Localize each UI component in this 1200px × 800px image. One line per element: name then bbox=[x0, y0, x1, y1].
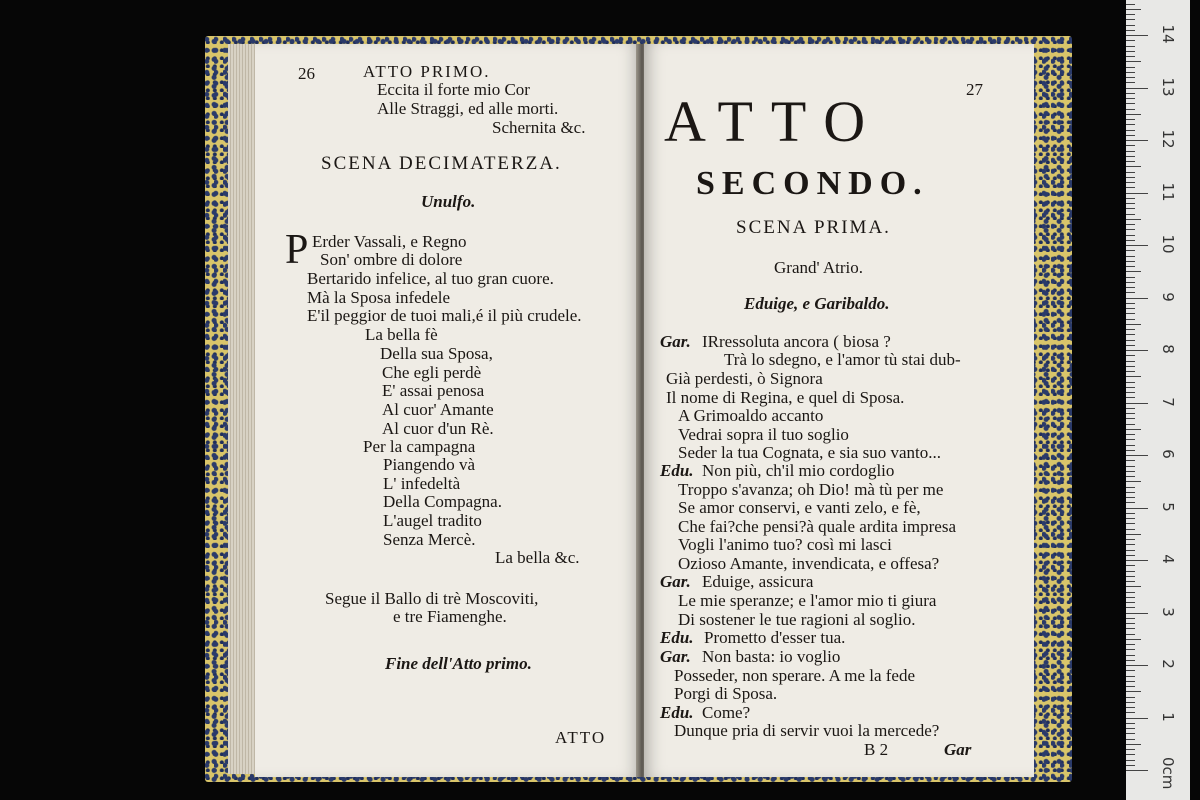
ruler-tick bbox=[1126, 697, 1135, 698]
ruler-tick bbox=[1126, 277, 1135, 278]
ruler-tick bbox=[1126, 702, 1135, 703]
stage-direction: e tre Fiamenghe. bbox=[393, 607, 507, 626]
dialogue-line: Seder la tua Cognata, e sia suo vanto... bbox=[678, 443, 941, 462]
ruler-tick bbox=[1126, 98, 1135, 99]
ruler-tick bbox=[1126, 429, 1141, 430]
ruler-tick bbox=[1126, 88, 1148, 89]
ruler-tick bbox=[1126, 245, 1148, 246]
setting: Grand' Atrio. bbox=[774, 258, 863, 277]
ruler-tick bbox=[1126, 72, 1135, 73]
ruler-tick bbox=[1126, 508, 1148, 509]
ruler-tick bbox=[1126, 219, 1141, 220]
ruler-tick bbox=[1126, 686, 1135, 687]
ruler-tick bbox=[1126, 61, 1141, 62]
ruler-tick bbox=[1126, 739, 1135, 740]
dialogue-line: Che fai?che pensi?à quale ardita impresa bbox=[678, 517, 957, 536]
speaker: Gar. bbox=[660, 647, 691, 666]
ruler-tick bbox=[1126, 361, 1135, 362]
ruler-tick bbox=[1126, 560, 1148, 561]
ruler-tick bbox=[1126, 261, 1135, 262]
ruler-tick bbox=[1126, 214, 1135, 215]
speaker: Gar. bbox=[660, 572, 691, 591]
ruler-label: 8 bbox=[1159, 344, 1177, 354]
ruler-tick bbox=[1126, 371, 1135, 372]
aria-line: Senza Mercè. bbox=[383, 530, 476, 549]
ruler-tick bbox=[1126, 303, 1135, 304]
ruler-tick bbox=[1126, 634, 1135, 635]
ruler-tick bbox=[1126, 224, 1135, 225]
ruler-tick bbox=[1126, 397, 1135, 398]
ruler-tick bbox=[1126, 114, 1141, 115]
ruler-tick bbox=[1126, 292, 1135, 293]
ruler-tick bbox=[1126, 46, 1135, 47]
dialogue-line: Di sostener le tue ragioni al soglio. bbox=[678, 610, 916, 629]
ruler-tick bbox=[1126, 109, 1135, 110]
dialogue-line: Dunque pria di servir vuoi la mercede? bbox=[674, 721, 940, 740]
ruler-tick bbox=[1126, 733, 1135, 734]
ruler-tick bbox=[1126, 460, 1135, 461]
ruler-tick bbox=[1126, 450, 1135, 451]
ruler-tick bbox=[1126, 571, 1135, 572]
ruler-tick bbox=[1126, 418, 1135, 419]
verse-line: Mà la Sposa infedele bbox=[307, 288, 451, 307]
ruler-tick bbox=[1126, 25, 1135, 26]
characters: Eduige, e Garibaldo. bbox=[744, 294, 890, 313]
verse-line: Schernita &c. bbox=[492, 118, 586, 137]
aria-line: Al cuor d'un Rè. bbox=[382, 419, 494, 438]
ruler-tick bbox=[1126, 660, 1135, 661]
ruler-label: 5 bbox=[1159, 501, 1177, 512]
aria-line: L' infedeltà bbox=[383, 474, 461, 493]
speaker: Edu. bbox=[660, 703, 694, 722]
verse-line: Alle Straggi, ed alle morti. bbox=[377, 99, 559, 118]
aria-line: Piangendo và bbox=[383, 455, 476, 474]
ruler-tick bbox=[1126, 602, 1135, 603]
ruler-label: 1 bbox=[1159, 711, 1177, 722]
ruler-tick bbox=[1126, 203, 1135, 204]
ruler-tick bbox=[1126, 649, 1135, 650]
ruler-tick bbox=[1126, 455, 1148, 456]
ruler-tick bbox=[1126, 193, 1148, 194]
ruler-tick bbox=[1126, 676, 1135, 677]
ruler-tick bbox=[1126, 40, 1135, 41]
ruler-tick bbox=[1126, 387, 1135, 388]
ruler-tick bbox=[1126, 329, 1135, 330]
ruler-label: 13 bbox=[1159, 76, 1177, 97]
ruler-tick bbox=[1126, 613, 1148, 614]
ruler-label: 11 bbox=[1159, 181, 1177, 202]
ruler-tick bbox=[1126, 324, 1141, 325]
ruler-tick bbox=[1126, 476, 1135, 477]
scene-title: SCENA PRIMA. bbox=[736, 217, 891, 238]
ruler-tick bbox=[1126, 723, 1135, 724]
ruler-tick bbox=[1126, 539, 1135, 540]
ruler-tick bbox=[1126, 639, 1141, 640]
ruler-tick bbox=[1126, 607, 1135, 608]
ruler-tick bbox=[1126, 518, 1135, 519]
ruler-tick bbox=[1126, 513, 1135, 514]
aria-line: La bella &c. bbox=[495, 548, 580, 567]
ruler-tick bbox=[1126, 135, 1135, 136]
ruler-tick bbox=[1126, 187, 1135, 188]
ruler-tick bbox=[1126, 382, 1135, 383]
ruler-label: 6 bbox=[1159, 449, 1177, 459]
dialogue-line: Non più, ch'il mio cordoglio bbox=[702, 461, 895, 480]
ruler-tick bbox=[1126, 313, 1135, 314]
ruler-tick bbox=[1126, 198, 1135, 199]
ruler-tick bbox=[1126, 67, 1135, 68]
ruler-label: 10 bbox=[1159, 234, 1177, 254]
ruler-tick bbox=[1126, 586, 1141, 587]
ruler-tick bbox=[1126, 592, 1135, 593]
ruler-label: 7 bbox=[1159, 396, 1177, 407]
ruler-tick bbox=[1126, 177, 1135, 178]
ruler-tick bbox=[1126, 124, 1135, 125]
ruler-tick bbox=[1126, 376, 1141, 377]
catchword: ATTO bbox=[555, 728, 607, 747]
ruler-tick bbox=[1126, 565, 1135, 566]
verse-line: Son' ombre di dolore bbox=[320, 250, 463, 269]
ruler-tick bbox=[1126, 56, 1135, 57]
aria-line: Che egli perdè bbox=[382, 363, 482, 382]
dialogue-line: Vedrai sopra il tuo soglio bbox=[678, 425, 849, 444]
ruler-tick bbox=[1126, 366, 1135, 367]
signature-mark: B 2 bbox=[864, 740, 889, 759]
ruler-tick bbox=[1126, 487, 1135, 488]
ruler-tick bbox=[1126, 534, 1141, 535]
left-page bbox=[255, 44, 640, 777]
ruler-label: 0cm bbox=[1159, 757, 1177, 790]
ruler-tick bbox=[1126, 471, 1135, 472]
aria-line: Per la campagna bbox=[363, 437, 476, 456]
act-title: ATTO bbox=[664, 89, 884, 154]
ruler-tick bbox=[1126, 691, 1141, 692]
speaker: Edu. bbox=[660, 628, 694, 647]
ruler-tick bbox=[1126, 319, 1135, 320]
ruler-tick bbox=[1126, 754, 1135, 755]
ruler-tick bbox=[1126, 655, 1135, 656]
ruler-tick bbox=[1126, 166, 1141, 167]
ruler-tick bbox=[1126, 497, 1135, 498]
dialogue-line: Già perdesti, ò Signora bbox=[666, 369, 823, 388]
ruler-tick bbox=[1126, 14, 1135, 15]
measurement-ruler bbox=[1126, 0, 1190, 800]
ruler-tick bbox=[1126, 161, 1135, 162]
ruler-tick bbox=[1126, 271, 1141, 272]
ruler-tick bbox=[1126, 581, 1135, 582]
ruler-tick bbox=[1126, 298, 1148, 299]
ruler-tick bbox=[1126, 681, 1135, 682]
catchword: Gar bbox=[944, 740, 972, 759]
ruler-tick bbox=[1126, 334, 1135, 335]
ruler-tick bbox=[1126, 466, 1135, 467]
ruler-tick bbox=[1126, 287, 1135, 288]
ruler-tick bbox=[1126, 208, 1135, 209]
ruler-tick bbox=[1126, 439, 1135, 440]
ruler-tick bbox=[1126, 670, 1135, 671]
ruler-label: 12 bbox=[1159, 129, 1177, 149]
running-head: ATTO PRIMO. bbox=[363, 62, 491, 81]
aria-line: Della sua Sposa, bbox=[380, 344, 493, 363]
ruler-tick bbox=[1126, 544, 1135, 545]
dialogue-line: Come? bbox=[702, 703, 751, 722]
ruler-tick bbox=[1126, 355, 1135, 356]
ruler-tick bbox=[1126, 282, 1135, 283]
ruler-tick bbox=[1126, 392, 1135, 393]
ruler-label: 14 bbox=[1159, 24, 1177, 44]
ruler-tick bbox=[1126, 728, 1135, 729]
ruler-tick bbox=[1126, 523, 1135, 524]
ruler-tick bbox=[1126, 623, 1135, 624]
ruler-label: 2 bbox=[1159, 659, 1177, 669]
ruler-tick bbox=[1126, 151, 1135, 152]
ruler-tick bbox=[1126, 618, 1135, 619]
ruler-tick bbox=[1126, 19, 1135, 20]
ruler-tick bbox=[1126, 266, 1135, 267]
ruler-tick bbox=[1126, 93, 1135, 94]
drop-cap: P bbox=[285, 227, 309, 273]
ruler-tick bbox=[1126, 403, 1148, 404]
character-name: Unulfo. bbox=[421, 192, 476, 211]
ruler-tick bbox=[1126, 502, 1135, 503]
dialogue-line: IRressoluta ancora ( biosa ? bbox=[702, 332, 891, 351]
ruler-tick bbox=[1126, 492, 1135, 493]
page-number-right: 27 bbox=[966, 80, 983, 99]
ruler-tick bbox=[1126, 256, 1135, 257]
ruler-tick bbox=[1126, 82, 1135, 83]
dialogue-line: Vogli l'animo tuo? così mi lasci bbox=[678, 535, 892, 554]
ruler-tick bbox=[1126, 235, 1135, 236]
ruler-tick bbox=[1126, 9, 1141, 10]
dialogue-line: Non basta: io voglio bbox=[702, 647, 841, 666]
act-end: Fine dell'Atto primo. bbox=[385, 654, 532, 673]
ruler-tick bbox=[1126, 140, 1148, 141]
page-number-left: 26 bbox=[298, 64, 315, 83]
dialogue-line: A Grimoaldo accanto bbox=[678, 406, 824, 425]
ruler-tick bbox=[1126, 718, 1148, 719]
ruler-tick bbox=[1126, 172, 1135, 173]
ruler-tick bbox=[1126, 628, 1135, 629]
speaker: Edu. bbox=[660, 461, 694, 480]
aria-line: Della Compagna. bbox=[383, 492, 502, 511]
ruler-tick bbox=[1126, 550, 1135, 551]
ruler-label: 4 bbox=[1159, 554, 1177, 564]
ruler-label: 3 bbox=[1159, 606, 1177, 617]
aria-line: L'augel tradito bbox=[383, 511, 482, 530]
ruler-tick bbox=[1126, 770, 1148, 771]
ruler-tick bbox=[1126, 182, 1135, 183]
ruler-tick bbox=[1126, 119, 1135, 120]
ruler-tick bbox=[1126, 130, 1135, 131]
ruler-tick bbox=[1126, 77, 1135, 78]
ruler-tick bbox=[1126, 744, 1141, 745]
dialogue-line: Posseder, non sperare. A me la fede bbox=[674, 666, 916, 685]
verse-line: Erder Vassali, e Regno bbox=[312, 232, 467, 251]
dialogue-line: Troppo s'avanza; oh Dio! mà tù per me bbox=[678, 480, 944, 499]
ruler-tick bbox=[1126, 350, 1148, 351]
ruler-tick bbox=[1126, 434, 1135, 435]
speaker: Gar. bbox=[660, 332, 691, 351]
verse-line: Eccita il forte mio Cor bbox=[377, 80, 530, 99]
ruler-tick bbox=[1126, 760, 1135, 761]
ruler-tick bbox=[1126, 481, 1141, 482]
ruler-tick bbox=[1126, 712, 1135, 713]
ruler-tick bbox=[1126, 240, 1135, 241]
stage-direction: Segue il Ballo di trè Moscoviti, bbox=[325, 589, 539, 608]
ruler-tick bbox=[1126, 408, 1135, 409]
ruler-tick bbox=[1126, 340, 1135, 341]
dialogue-line: Prometto d'esser tua. bbox=[704, 628, 846, 647]
ruler-tick bbox=[1126, 665, 1148, 666]
ruler-label: 9 bbox=[1159, 291, 1177, 302]
ruler-tick bbox=[1126, 30, 1135, 31]
ruler-tick bbox=[1126, 35, 1148, 36]
ruler-tick bbox=[1126, 424, 1135, 425]
ruler-tick bbox=[1126, 749, 1135, 750]
ruler-tick bbox=[1126, 145, 1135, 146]
ruler-tick bbox=[1126, 644, 1135, 645]
ruler-tick bbox=[1126, 597, 1135, 598]
act-subtitle: SECONDO. bbox=[696, 165, 929, 202]
ruler-tick bbox=[1126, 576, 1135, 577]
ruler-tick bbox=[1126, 445, 1135, 446]
ruler-tick bbox=[1126, 345, 1135, 346]
ruler-tick bbox=[1126, 765, 1135, 766]
dialogue-line: Le mie speranze; e l'amor mio ti giura bbox=[678, 591, 937, 610]
ruler-tick bbox=[1126, 529, 1135, 530]
right-page bbox=[644, 44, 1034, 777]
ruler-tick bbox=[1126, 250, 1135, 251]
scene-title: SCENA DECIMATERZA. bbox=[321, 153, 562, 174]
aria-line: Al cuor' Amante bbox=[382, 400, 494, 419]
dialogue-line: Il nome di Regina, e quel di Sposa. bbox=[666, 388, 905, 407]
dialogue-line: Se amor conservi, e vanti zelo, e fè, bbox=[678, 498, 921, 517]
dialogue-line: Ozioso Amante, invendicata, e offesa? bbox=[678, 554, 940, 573]
ruler-tick bbox=[1126, 4, 1135, 5]
ruler-tick bbox=[1126, 229, 1135, 230]
ruler-tick bbox=[1126, 555, 1135, 556]
verse-line: Bertarido infelice, al tuo gran cuore. bbox=[307, 269, 554, 288]
ruler-tick bbox=[1126, 707, 1135, 708]
ruler-tick bbox=[1126, 413, 1135, 414]
verse-line: E'il peggior de tuoi mali,é il più crudele. bbox=[307, 306, 582, 325]
ruler-tick bbox=[1126, 51, 1135, 52]
dialogue-line: Porgi di Sposa. bbox=[674, 684, 778, 703]
aria-line: La bella fè bbox=[365, 325, 438, 344]
dialogue-line: Trà lo sdegno, e l'amor tù stai dub- bbox=[724, 350, 961, 369]
ruler-tick bbox=[1126, 156, 1135, 157]
ruler-tick bbox=[1126, 308, 1135, 309]
aria-line: E' assai penosa bbox=[382, 381, 485, 400]
dialogue-line: Eduige, assicura bbox=[702, 572, 814, 591]
ruler-tick bbox=[1126, 103, 1135, 104]
